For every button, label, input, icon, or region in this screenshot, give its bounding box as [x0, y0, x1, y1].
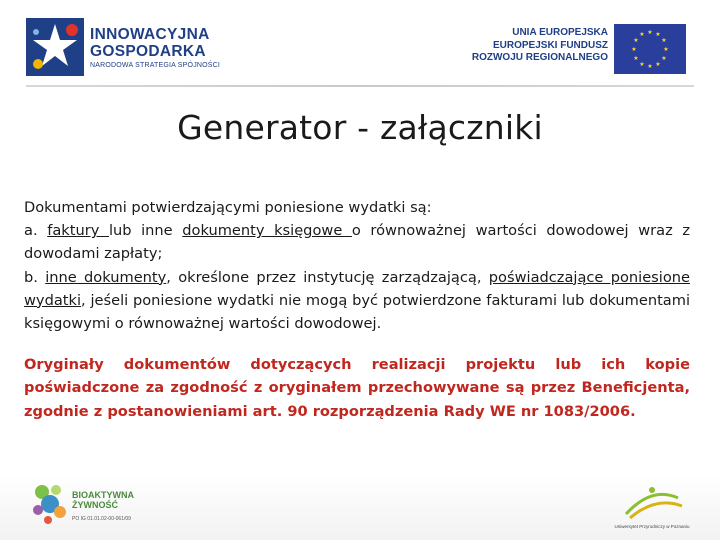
svg-text:★: ★: [655, 61, 661, 68]
list-item-a: [24, 219, 690, 265]
university-swirl-icon: [606, 484, 698, 524]
logo-title: [90, 26, 210, 60]
item-a-prefix: a.: [24, 222, 48, 240]
eu-line-2: EUROPEJSKI FUNDUSZ: [492, 39, 608, 51]
svg-text:★: ★: [633, 55, 639, 62]
intro-text: Dokumentami potwierdzającymi poniesione wydatki są:: [24, 199, 432, 216]
bio-line-2: ŻYWNOŚĆ: [72, 500, 118, 510]
eu-line-1: UNIA EUROPEJSKA: [512, 27, 608, 38]
header-divider: [26, 85, 694, 87]
bioaktywna-zywnosc-logo: [30, 478, 190, 534]
item-b-text-1: , określone przez instytucję zarządzającą,: [166, 268, 489, 286]
svg-text:★: ★: [661, 37, 667, 44]
svg-text:★: ★: [633, 37, 639, 44]
eu-logo: [470, 20, 688, 80]
bioactive-circles-icon: [30, 480, 70, 526]
logo-line-1: INNOWACYJNA: [90, 26, 210, 43]
item-a-underlined-1: faktury: [47, 222, 109, 240]
item-b-underlined-1: inne dokumenty: [45, 268, 167, 286]
item-b-prefix: b.: [24, 268, 46, 286]
item-a-text-1: lub inne: [108, 222, 183, 240]
university-caption: Uniwersytet Przyrodniczy w Poznaniu: [614, 524, 690, 529]
bioactive-logo-text: [72, 490, 134, 510]
svg-text:★: ★: [647, 29, 653, 36]
project-code: PO IG 01.01.02-00-061/09: [72, 516, 131, 522]
university-logo: [606, 484, 698, 534]
item-b-text-2: , jeśeli poniesione wydatki nie mogą być potwierdzone fakturami lub dokumentami księgowymi o równoważnej wartości dowodowej.: [24, 291, 690, 333]
eu-logo-text: [472, 27, 608, 65]
item-a-text-2: o równoważnej wartości dowodowej wraz z dowodami zapłaty;: [24, 222, 691, 263]
item-b-underlined-2: poświadczające poniesione wydatki: [24, 268, 690, 309]
star-logo-icon: [26, 18, 84, 76]
svg-text:★: ★: [639, 61, 645, 68]
svg-text:★: ★: [661, 55, 667, 62]
slide-body: [24, 196, 690, 423]
bio-line-1: BIOAKTYWNA: [72, 490, 134, 500]
logo-line-2: GOSPODARKA: [90, 43, 206, 60]
logo-subtitle: NARODOWA STRATEGIA SPÓJNOŚCI: [90, 62, 221, 69]
slide-title: Generator - załączniki: [177, 108, 543, 147]
svg-text:★: ★: [639, 31, 645, 38]
svg-text:★: ★: [631, 46, 637, 53]
svg-text:★: ★: [655, 31, 661, 38]
item-a-underlined-2: dokumenty księgowe: [182, 222, 352, 240]
eu-line-3: ROZWOJU REGIONALNEGO: [471, 52, 608, 63]
list-item-b: [24, 266, 690, 336]
highlight-text: Oryginały dokumentów dotyczących realizacji projektu lub ich kopie poświadczone za zgodność z oryginałem przechowywane są przez Beneficjenta, zgodnie z postanowieniami art. 90 rozporządzenia Rady WE nr 1083/2006.: [24, 356, 690, 420]
eu-flag-icon: [614, 24, 686, 74]
svg-text:★: ★: [663, 46, 669, 53]
svg-text:★: ★: [647, 63, 653, 70]
innowacyjna-gospodarka-logo: [26, 16, 221, 76]
